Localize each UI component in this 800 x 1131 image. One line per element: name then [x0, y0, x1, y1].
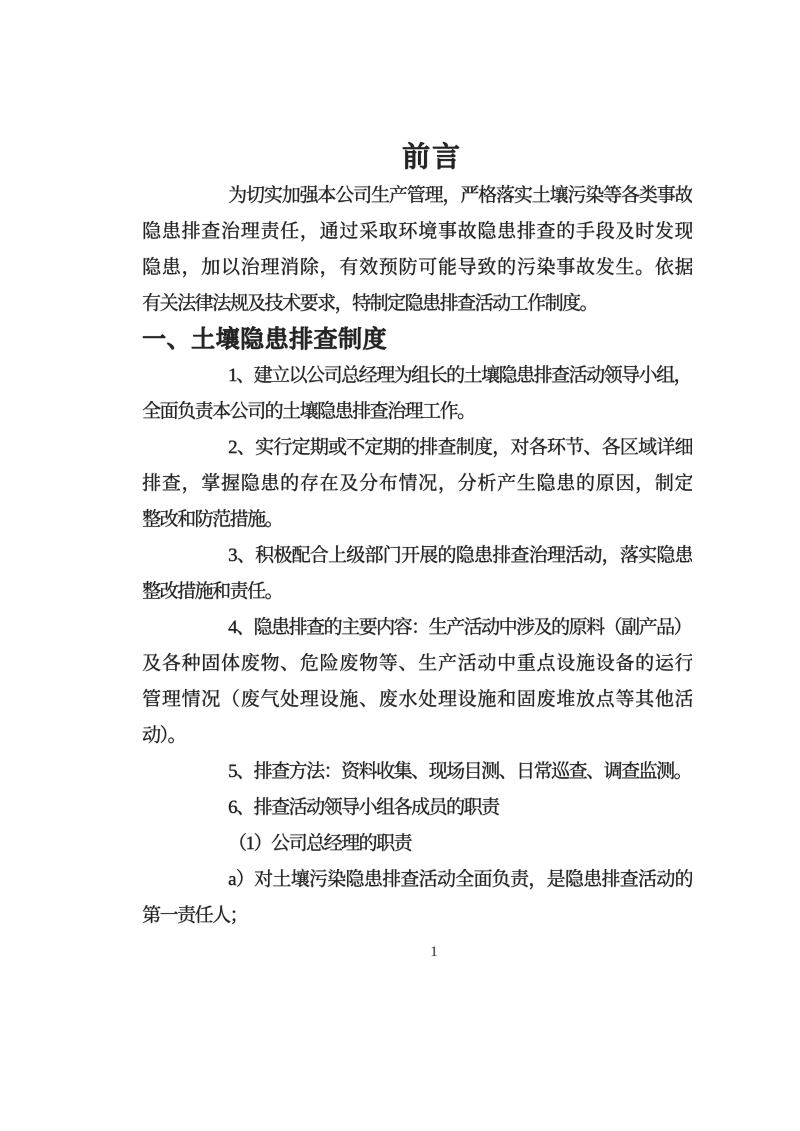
document-line: （1）公司总经理的职责 — [228, 833, 412, 854]
document-line: 隐患，加以治理消除，有效预防可能导致的污染事故发生。依据 — [142, 257, 692, 278]
document-body — [142, 178, 692, 934]
document-line: 6、排查活动领导小组各成员的职责 — [228, 797, 499, 818]
document-line: 为切实加强本公司生产管理，严格落实土壤污染等各类事故 — [228, 185, 692, 206]
document-line: 4、隐患排查的主要内容：生产活动中涉及的原料（副产品） — [228, 617, 692, 638]
document-line: 管理情况（废气处理设施、废水处理设施和固废堆放点等其他活 — [142, 689, 692, 710]
document-line: 第一责任人； — [142, 905, 248, 926]
page-number: 1 — [430, 944, 438, 960]
document-line: 1、建立以公司总经理为组长的土壤隐患排查活动领导小组， — [228, 365, 692, 386]
document-line: 3、积极配合上级部门开展的隐患排查治理活动，落实隐患 — [228, 545, 692, 566]
document-line: 排查，掌握隐患的存在及分布情况，分析产生隐患的原因，制定 — [142, 473, 692, 494]
document-line: 有关法律法规及技术要求，特制定隐患排查活动工作制度。 — [142, 293, 598, 314]
section-heading: 一、土壤隐患排查制度 — [142, 327, 387, 353]
document-title: 前言 — [401, 142, 462, 173]
document-line: 动）。 — [142, 725, 186, 746]
document-line: 整改措施和责任。 — [142, 581, 283, 602]
document-line: 隐患排查治理责任，通过采取环境事故隐患排查的手段及时发现 — [142, 221, 692, 242]
document-line: 2、实行定期或不定期的排查制度，对各环节、各区域详细 — [228, 437, 692, 458]
document-line: a）对土壤污染隐患排查活动全面负责，是隐患排查活动的 — [228, 869, 692, 890]
document-line: 5、排查方法：资料收集、现场目测、日常巡查、调查监测。 — [228, 761, 692, 782]
document-line: 全面负责本公司的土壤隐患排查治理工作。 — [142, 401, 475, 422]
document-line: 整改和防范措施。 — [142, 509, 283, 530]
document-line: 及各种固体废物、危险废物等、生产活动中重点设施设备的运行 — [142, 653, 692, 674]
